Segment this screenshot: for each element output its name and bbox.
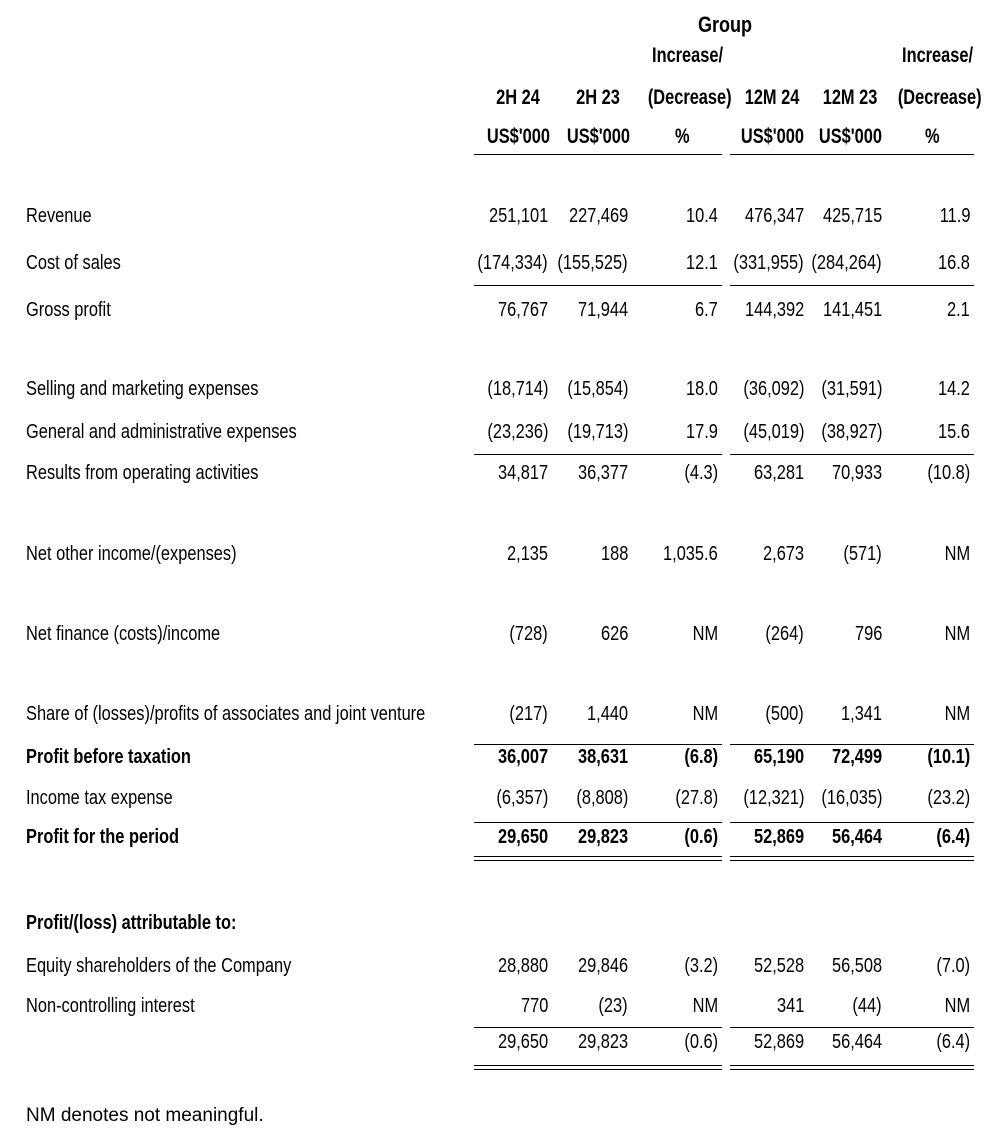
row-cost-of-sales: [0, 252, 1000, 282]
row-value-col5: 425,715: [822, 205, 882, 227]
row-value-col1: (6,357): [496, 787, 548, 809]
row-attributable-total: [0, 1031, 1000, 1061]
row-value-col3: 10.4: [686, 205, 718, 227]
col4-header-period: 12M 24: [744, 86, 800, 109]
row-value-col6: (7.0): [936, 955, 970, 977]
row-value-col5: 56,508: [831, 955, 882, 977]
row-value-col2: 29,823: [577, 826, 628, 848]
row-value-col6: (10.8): [927, 462, 970, 484]
header-underline-half-year: [474, 154, 722, 155]
row-label: Profit for the period: [26, 826, 180, 848]
row-non-controlling: [0, 995, 1000, 1025]
row-value-col2: (23): [598, 995, 628, 1017]
row-value-col5: (38,927): [820, 421, 882, 443]
row-value-col2: 1,440: [586, 703, 628, 725]
row-value-col3: 1,035.6: [663, 543, 718, 565]
row-net-finance: [0, 623, 1000, 653]
row-share-associates: [0, 703, 1000, 733]
row-label: Revenue: [26, 205, 92, 227]
row-value-col3: 18.0: [686, 378, 718, 400]
row-label: Profit/(loss) attributable to:: [26, 912, 237, 934]
row-value-col3: (6.8): [684, 746, 718, 768]
row-label: Net other income/(expenses): [26, 543, 237, 565]
row-value-col4: 144,392: [744, 299, 804, 321]
row-value-col4: 52,869: [753, 1031, 804, 1053]
col3-header-line2: (Decrease): [647, 86, 732, 109]
row-value-col6: NM: [944, 623, 970, 645]
row-value-col2: 36,377: [577, 462, 628, 484]
double-rule-attributable-total-half: [474, 1065, 722, 1070]
rule-pbt-top-full: [730, 744, 974, 745]
row-value-col4: 65,190: [753, 746, 804, 768]
row-value-col2: 227,469: [568, 205, 628, 227]
col6-header-unit: %: [924, 125, 940, 148]
row-value-col2: 29,823: [577, 1031, 628, 1053]
row-net-other-income: [0, 543, 1000, 573]
rule-attributable-total-top-full: [730, 1027, 974, 1028]
row-value-col4: 63,281: [753, 462, 804, 484]
row-value-col1: (23,236): [486, 421, 548, 443]
row-value-col6: 2.1: [947, 299, 970, 321]
row-label: Cost of sales: [26, 252, 121, 274]
row-value-col3: 17.9: [686, 421, 718, 443]
row-value-col5: (44): [852, 995, 882, 1017]
row-attributable-heading: [0, 912, 1000, 942]
row-value-col4: (264): [765, 623, 804, 645]
row-value-col3: 12.1: [686, 252, 718, 274]
row-value-col5: 72,499: [831, 746, 882, 768]
row-value-col6: 15.6: [938, 421, 970, 443]
row-value-col4: 341: [776, 995, 804, 1017]
row-value-col5: 141,451: [822, 299, 882, 321]
double-rule-profit-period-half: [474, 856, 722, 861]
double-rule-attributable-total-full: [730, 1065, 974, 1070]
row-value-col1: 29,650: [497, 1031, 548, 1053]
row-value-col4: 476,347: [744, 205, 804, 227]
row-value-col6: (23.2): [927, 787, 970, 809]
row-value-col6: NM: [944, 995, 970, 1017]
row-value-col6: (6.4): [936, 1031, 970, 1053]
row-label: Share of (losses)/profits of associates and joint venture: [26, 703, 426, 725]
row-value-col3: (4.3): [684, 462, 718, 484]
row-value-col4: (12,321): [742, 787, 804, 809]
rule-attributable-total-top-half: [474, 1027, 722, 1028]
row-value-col2: 626: [600, 623, 628, 645]
row-value-col3: (0.6): [684, 1031, 718, 1053]
row-value-col6: 14.2: [938, 378, 970, 400]
row-value-col5: 56,464: [831, 1031, 882, 1053]
row-value-col1: (217): [509, 703, 548, 725]
row-value-col4: (331,955): [733, 252, 804, 274]
col3-header-line1: Increase/: [652, 44, 724, 67]
col1-header-period: 2H 24: [496, 86, 540, 109]
row-value-col5: 1,341: [840, 703, 882, 725]
row-value-col1: (728): [509, 623, 548, 645]
row-value-col3: 6.7: [695, 299, 718, 321]
row-value-col6: (10.1): [927, 746, 970, 768]
row-gross-profit: [0, 299, 1000, 329]
row-value-col1: 770: [520, 995, 548, 1017]
rule-gross-profit-full: [730, 285, 974, 286]
double-rule-profit-period-full: [730, 856, 974, 861]
row-label: Net finance (costs)/income: [26, 623, 221, 645]
row-general-admin: [0, 421, 1000, 451]
row-value-col4: 2,673: [762, 543, 804, 565]
row-value-col2: (19,713): [566, 421, 628, 443]
row-label: Results from operating activities: [26, 462, 259, 484]
rule-profit-period-top-half: [474, 822, 722, 823]
row-value-col5: 796: [854, 623, 882, 645]
row-profit-before-tax: [0, 746, 1000, 776]
row-value-col3: NM: [692, 703, 718, 725]
rule-operating-full: [730, 454, 974, 455]
row-label: Selling and marketing expenses: [26, 378, 259, 400]
row-value-col3: NM: [692, 995, 718, 1017]
row-value-col1: (18,714): [486, 378, 548, 400]
rule-profit-period-top-full: [730, 822, 974, 823]
row-value-col1: 34,817: [497, 462, 548, 484]
row-label: Gross profit: [26, 299, 111, 321]
row-value-col3: (3.2): [684, 955, 718, 977]
row-selling-marketing: [0, 378, 1000, 408]
row-value-col4: 52,869: [753, 826, 804, 848]
row-value-col6: NM: [944, 543, 970, 565]
col1-header-unit: US$'000: [486, 125, 550, 148]
row-label: Profit before taxation: [26, 746, 191, 768]
row-value-col1: 2,135: [506, 543, 548, 565]
col3-header-unit: %: [674, 125, 690, 148]
row-value-col6: (6.4): [936, 826, 970, 848]
rule-pbt-top-half: [474, 744, 722, 745]
row-value-col4: 52,528: [753, 955, 804, 977]
row-value-col4: (36,092): [742, 378, 804, 400]
row-label: Non-controlling interest: [26, 995, 195, 1017]
row-value-col5: (571): [843, 543, 882, 565]
row-value-col1: 29,650: [497, 826, 548, 848]
col4-header-unit: US$'000: [740, 125, 804, 148]
col2-header-unit: US$'000: [566, 125, 630, 148]
row-value-col5: 70,933: [831, 462, 882, 484]
row-operating-results: [0, 462, 1000, 492]
row-value-col1: (174,334): [477, 252, 548, 274]
row-value-col3: NM: [692, 623, 718, 645]
row-value-col6: NM: [944, 703, 970, 725]
footnote-nm: NM denotes not meaningful.: [26, 1105, 264, 1126]
row-value-col5: 56,464: [831, 826, 882, 848]
rule-gross-profit-half: [474, 285, 722, 286]
row-value-col2: (155,525): [557, 252, 628, 274]
group-heading: Group: [697, 12, 753, 37]
row-value-col1: 36,007: [497, 746, 548, 768]
row-revenue: [0, 205, 1000, 235]
col6-header-line2: (Decrease): [897, 86, 982, 109]
col6-header-line1: Increase/: [902, 44, 974, 67]
row-value-col4: (500): [765, 703, 804, 725]
row-value-col1: 28,880: [497, 955, 548, 977]
row-value-col5: (16,035): [820, 787, 882, 809]
row-income-tax: [0, 787, 1000, 817]
row-equity-shareholders: [0, 955, 1000, 985]
row-value-col1: 76,767: [497, 299, 548, 321]
row-value-col2: (15,854): [566, 378, 628, 400]
row-value-col1: 251,101: [488, 205, 548, 227]
row-value-col6: 16.8: [938, 252, 970, 274]
row-value-col2: 188: [600, 543, 628, 565]
row-value-col2: 71,944: [577, 299, 628, 321]
row-value-col2: 29,846: [577, 955, 628, 977]
header-underline-full-year: [730, 154, 974, 155]
row-value-col5: (31,591): [820, 378, 882, 400]
row-value-col3: (0.6): [684, 826, 718, 848]
col5-header-period: 12M 23: [822, 86, 878, 109]
row-value-col5: (284,264): [811, 252, 882, 274]
row-profit-for-period: [0, 826, 1000, 856]
row-value-col4: (45,019): [742, 421, 804, 443]
rule-operating-half: [474, 454, 722, 455]
row-value-col3: (27.8): [675, 787, 718, 809]
col2-header-period: 2H 23: [576, 86, 620, 109]
row-label: Income tax expense: [26, 787, 173, 809]
row-value-col2: (8,808): [576, 787, 628, 809]
row-label: General and administrative expenses: [26, 421, 297, 443]
row-value-col2: 38,631: [577, 746, 628, 768]
row-value-col6: 11.9: [939, 205, 970, 227]
row-label: Equity shareholders of the Company: [26, 955, 292, 977]
col5-header-unit: US$'000: [818, 125, 882, 148]
